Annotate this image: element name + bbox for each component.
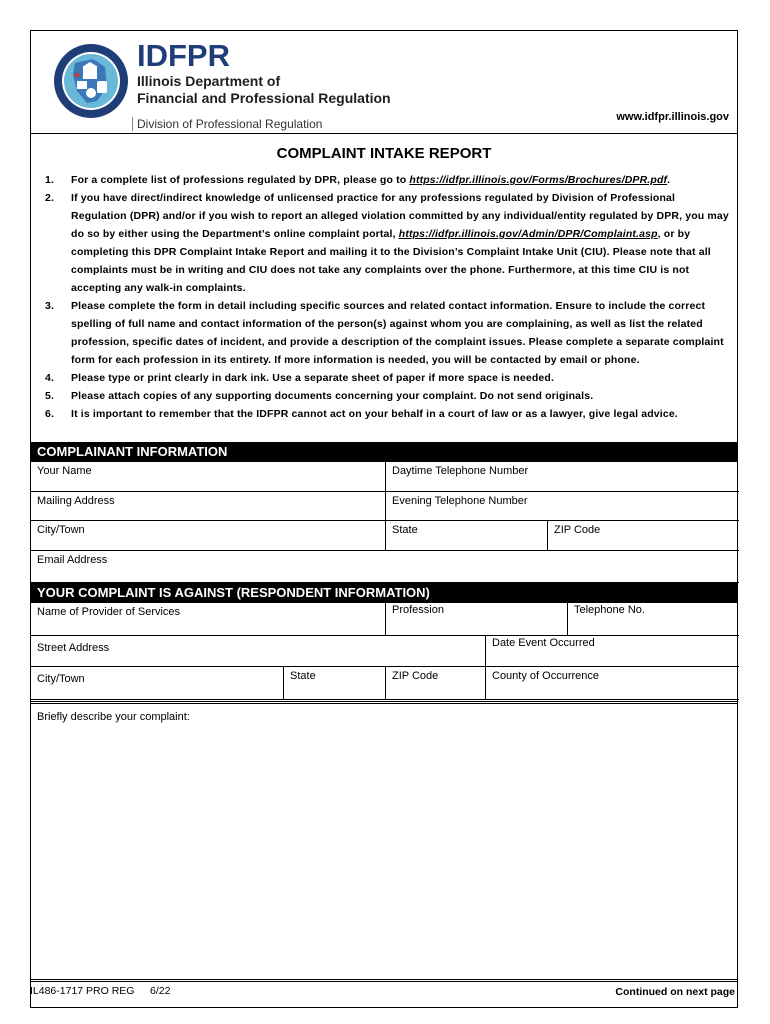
- street-address-field[interactable]: Street Address: [31, 636, 486, 667]
- instruction-text: Please type or print clearly in dark ink. Use a separate sheet of paper if more space is needed.: [71, 372, 555, 384]
- evening-phone-field[interactable]: Evening Telephone Number: [386, 492, 739, 521]
- respondent-city-field[interactable]: City/Town: [31, 667, 284, 700]
- instruction-number: 1.: [45, 174, 55, 186]
- instructions-list: [39, 171, 729, 423]
- provider-name-field[interactable]: Name of Provider of Services: [31, 603, 386, 636]
- agency-name-line1: Illinois Department of: [137, 73, 281, 89]
- dpr-brochure-link[interactable]: https://idfpr.illinois.gov/Forms/Brochures/DPR.pdf: [409, 174, 668, 186]
- agency-name-line2: Financial and Professional Regulation: [137, 90, 391, 106]
- agency-abbreviation: IDFPR: [137, 38, 230, 73]
- instruction-text: For a complete list of professions regulated by DPR, please go to: [71, 174, 410, 186]
- agency-brand: [137, 38, 391, 131]
- instruction-item: [39, 405, 729, 423]
- date-event-field[interactable]: Date Event Occurred: [486, 636, 739, 667]
- form-id: IL486-1717 PRO REG: [30, 985, 135, 997]
- respondent-telephone-field[interactable]: Telephone No.: [568, 603, 739, 636]
- instruction-text: Please attach copies of any supporting documents concerning your complaint. Do not send originals.: [71, 390, 594, 402]
- county-field[interactable]: County of Occurrence: [486, 667, 739, 700]
- idfpr-seal-icon: [53, 43, 129, 119]
- respondent-zip-field[interactable]: ZIP Code: [386, 667, 486, 700]
- instruction-text: If you have direct/indirect knowledge of unlicensed practice for any professions regulated by Division of Professional Regulation (DPR) and/or if you wish to report an alleged violation committed by any individual/entity regulated by DPR, you may do so by either using the Department’s online complaint portal,: [71, 192, 729, 240]
- instruction-text-end: .: [667, 174, 671, 186]
- instruction-text: Please complete the form in detail including specific sources and related contact information. Ensure to include the correct spelling of full name and contact information of the person(s) against whom you are complaining, as well as list the related profession, specific dates of incident, and provide a description of the complaint issues. Please complete a separate complaint form for each profession in its entirety. If more information is needed, you will be contacted by email or phone.: [71, 300, 724, 366]
- complainant-zip-field[interactable]: ZIP Code: [548, 521, 739, 551]
- instruction-item: [39, 189, 729, 297]
- instruction-item: [39, 369, 729, 387]
- instruction-number: 6.: [45, 408, 55, 420]
- complainant-section-heading: COMPLAINANT INFORMATION: [31, 442, 737, 462]
- section-divider: [31, 701, 737, 704]
- email-address-field[interactable]: Email Address: [31, 551, 739, 583]
- form-title: COMPLAINT INTAKE REPORT: [276, 145, 492, 162]
- your-name-field[interactable]: Your Name: [31, 462, 386, 492]
- instruction-text-end: , or by completing this DPR Complaint Intake Report and mailing it to the Division’s Complaint Intake Unit (CIU). Please note that all complaints must be in writing and CIU does not take any complaints over the phone. Furthermore, at this time CIU is not accepting any walk-in complaints.: [71, 228, 711, 294]
- instruction-number: 5.: [45, 390, 55, 402]
- continued-note: Continued on next page: [615, 986, 735, 998]
- complainant-state-field[interactable]: State: [386, 521, 548, 551]
- instruction-item: [39, 387, 729, 405]
- complainant-city-field[interactable]: City/Town: [31, 521, 386, 551]
- mailing-address-field[interactable]: Mailing Address: [31, 492, 386, 521]
- complaint-portal-link[interactable]: https://idfpr.illinois.gov/Admin/DPR/Complaint.asp: [398, 228, 658, 240]
- form-frame: [30, 30, 738, 1008]
- instruction-number: 2.: [45, 192, 55, 204]
- respondent-state-field[interactable]: State: [284, 667, 386, 700]
- respondent-section-heading: YOUR COMPLAINT IS AGAINST (RESPONDENT INFORMATION): [31, 583, 737, 603]
- form-header: [31, 31, 737, 134]
- instruction-number: 3.: [45, 300, 55, 312]
- instruction-text: It is important to remember that the IDFPR cannot act on your behalf in a court of law or as a lawyer, give legal advice.: [71, 408, 678, 420]
- bottom-divider: [31, 979, 737, 982]
- complaint-description-area[interactable]: [31, 727, 739, 979]
- profession-field[interactable]: Profession: [386, 603, 568, 636]
- complaint-description-label: Briefly describe your complaint:: [37, 711, 190, 723]
- form-revision-date: 6/22: [150, 985, 171, 997]
- instruction-item: [39, 297, 729, 369]
- division-name: Division of Professional Regulation: [132, 117, 322, 131]
- agency-website[interactable]: www.idfpr.illinois.gov: [616, 111, 729, 123]
- instruction-item: [39, 171, 729, 189]
- instruction-number: 4.: [45, 372, 55, 384]
- daytime-phone-field[interactable]: Daytime Telephone Number: [386, 462, 739, 492]
